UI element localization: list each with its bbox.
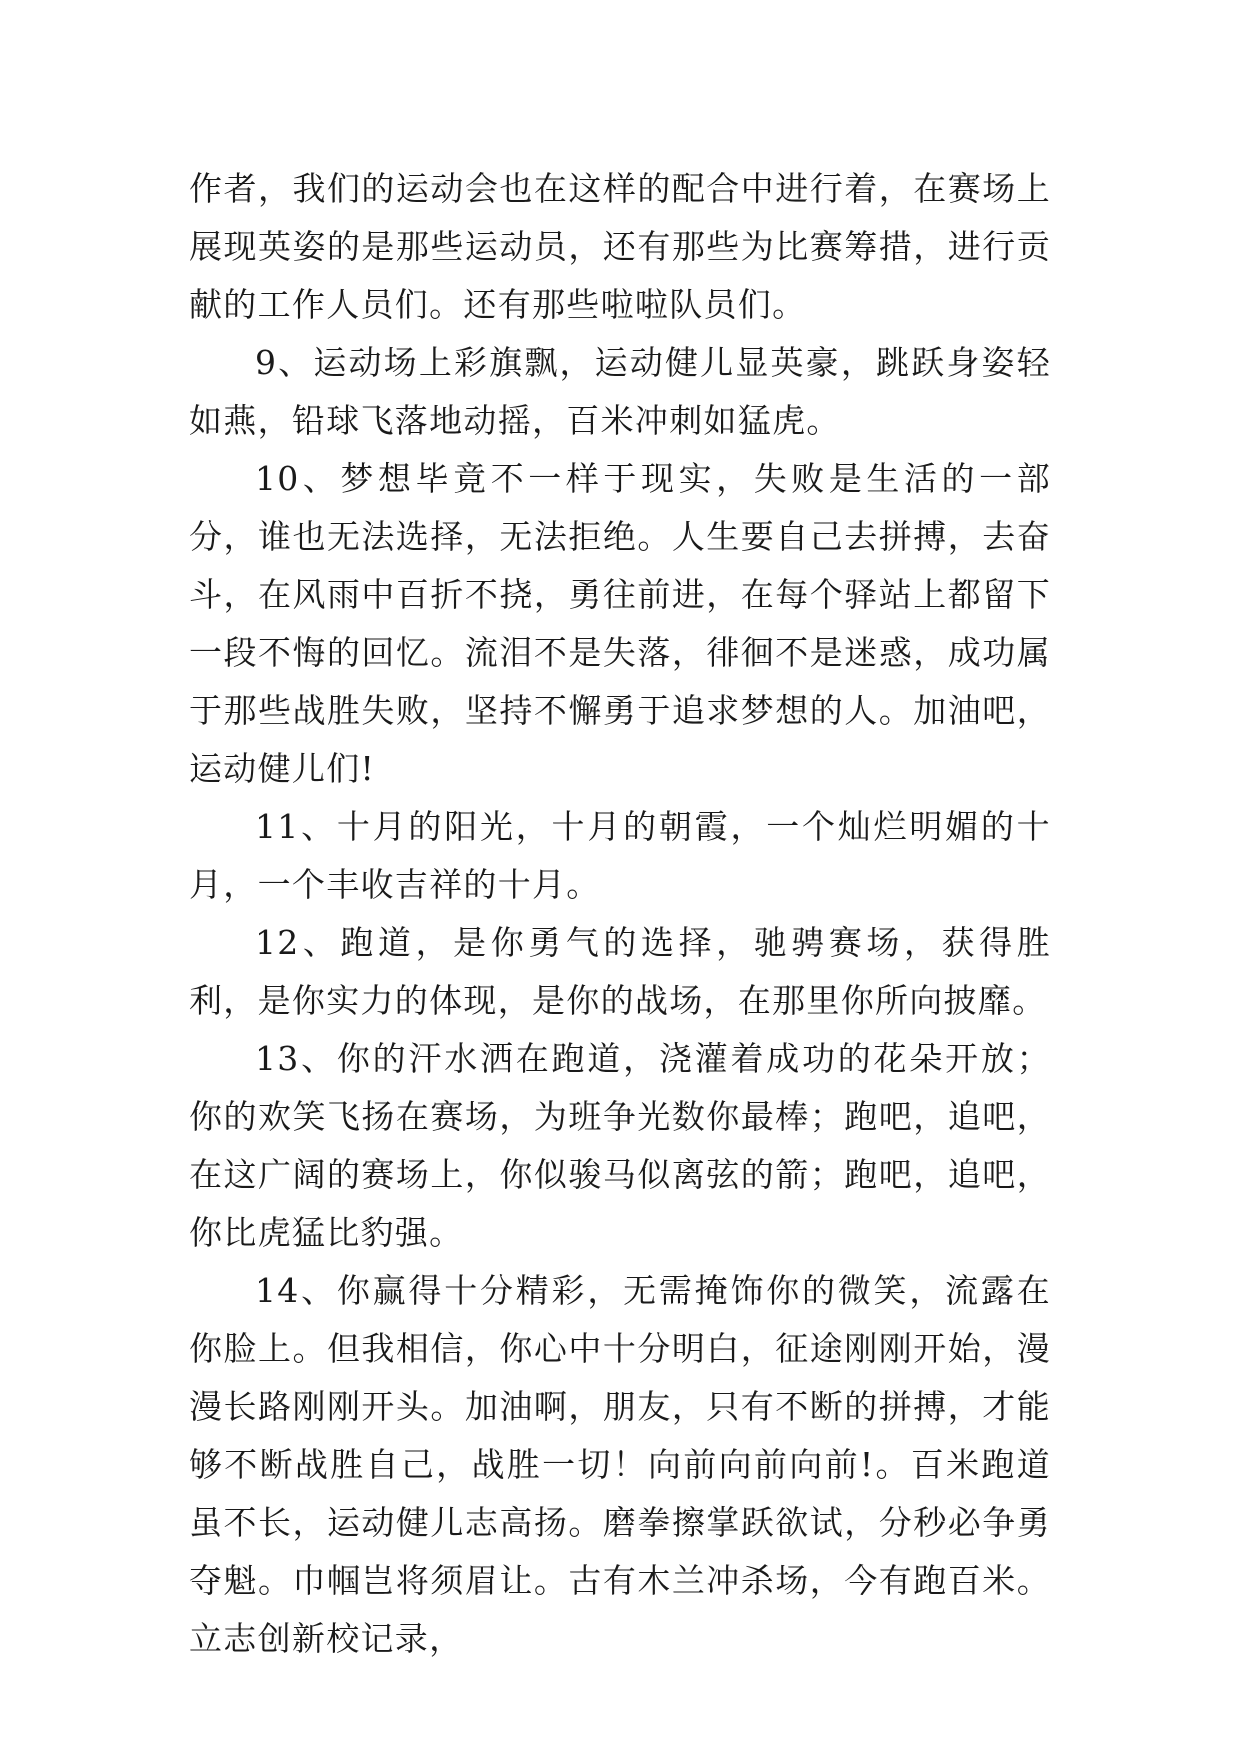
paragraph-item-13: 13、你的汗水洒在跑道，浇灌着成功的花朵开放；你的欢笑飞扬在赛场，为班争光数你最棒；跑吧，追吧，在这广阔的赛场上，你似骏马似离弦的箭；跑吧，追吧，你比虎猛比豹强。 bbox=[189, 1039, 1051, 1252]
paragraph-item-12: 12、跑道，是你勇气的选择，驰骋赛场，获得胜利，是你实力的体现，是你的战场，在那里你所向披靡。 bbox=[189, 923, 1051, 1020]
paragraph-item-11: 11、十月的阳光，十月的朝霞，一个灿烂明媚的十月，一个丰收吉祥的十月。 bbox=[189, 807, 1051, 904]
paragraph-item-9: 9、运动场上彩旗飘，运动健儿显英豪，跳跃身姿轻如燕，铅球飞落地动摇，百米冲刺如猛虎。 bbox=[189, 343, 1051, 440]
paragraph-item-14: 14、你赢得十分精彩，无需掩饰你的微笑，流露在你脸上。但我相信，你心中十分明白，征途刚刚开始，漫漫长路刚刚开头。加油啊，朋友，只有不断的拼搏，才能够不断战胜自己，战胜一切！向前向前向前!。百米跑道虽不长，运动健儿志高扬。磨拳擦掌跃欲试，分秒必争勇夺魁。巾帼岂将须眉让。古有木兰冲杀场，今有跑百米。立志创新校记录， bbox=[189, 1271, 1051, 1658]
paragraph-item-10: 10、梦想毕竟不一样于现实，失败是生活的一部分，谁也无法选择，无法拒绝。人生要自己去拼搏，去奋斗，在风雨中百折不挠，勇往前进，在每个驿站上都留下一段不悔的回忆。流泪不是失落，徘徊不是迷惑，成功属于那些战胜失败，坚持不懈勇于追求梦想的人。加油吧，运动健儿们! bbox=[189, 459, 1051, 788]
document-body bbox=[189, 160, 1051, 1668]
paragraph-continuation: 作者，我们的运动会也在这样的配合中进行着，在赛场上展现英姿的是那些运动员，还有那些为比赛筹措，进行贡献的工作人员们。还有那些啦啦队员们。 bbox=[189, 169, 1051, 324]
